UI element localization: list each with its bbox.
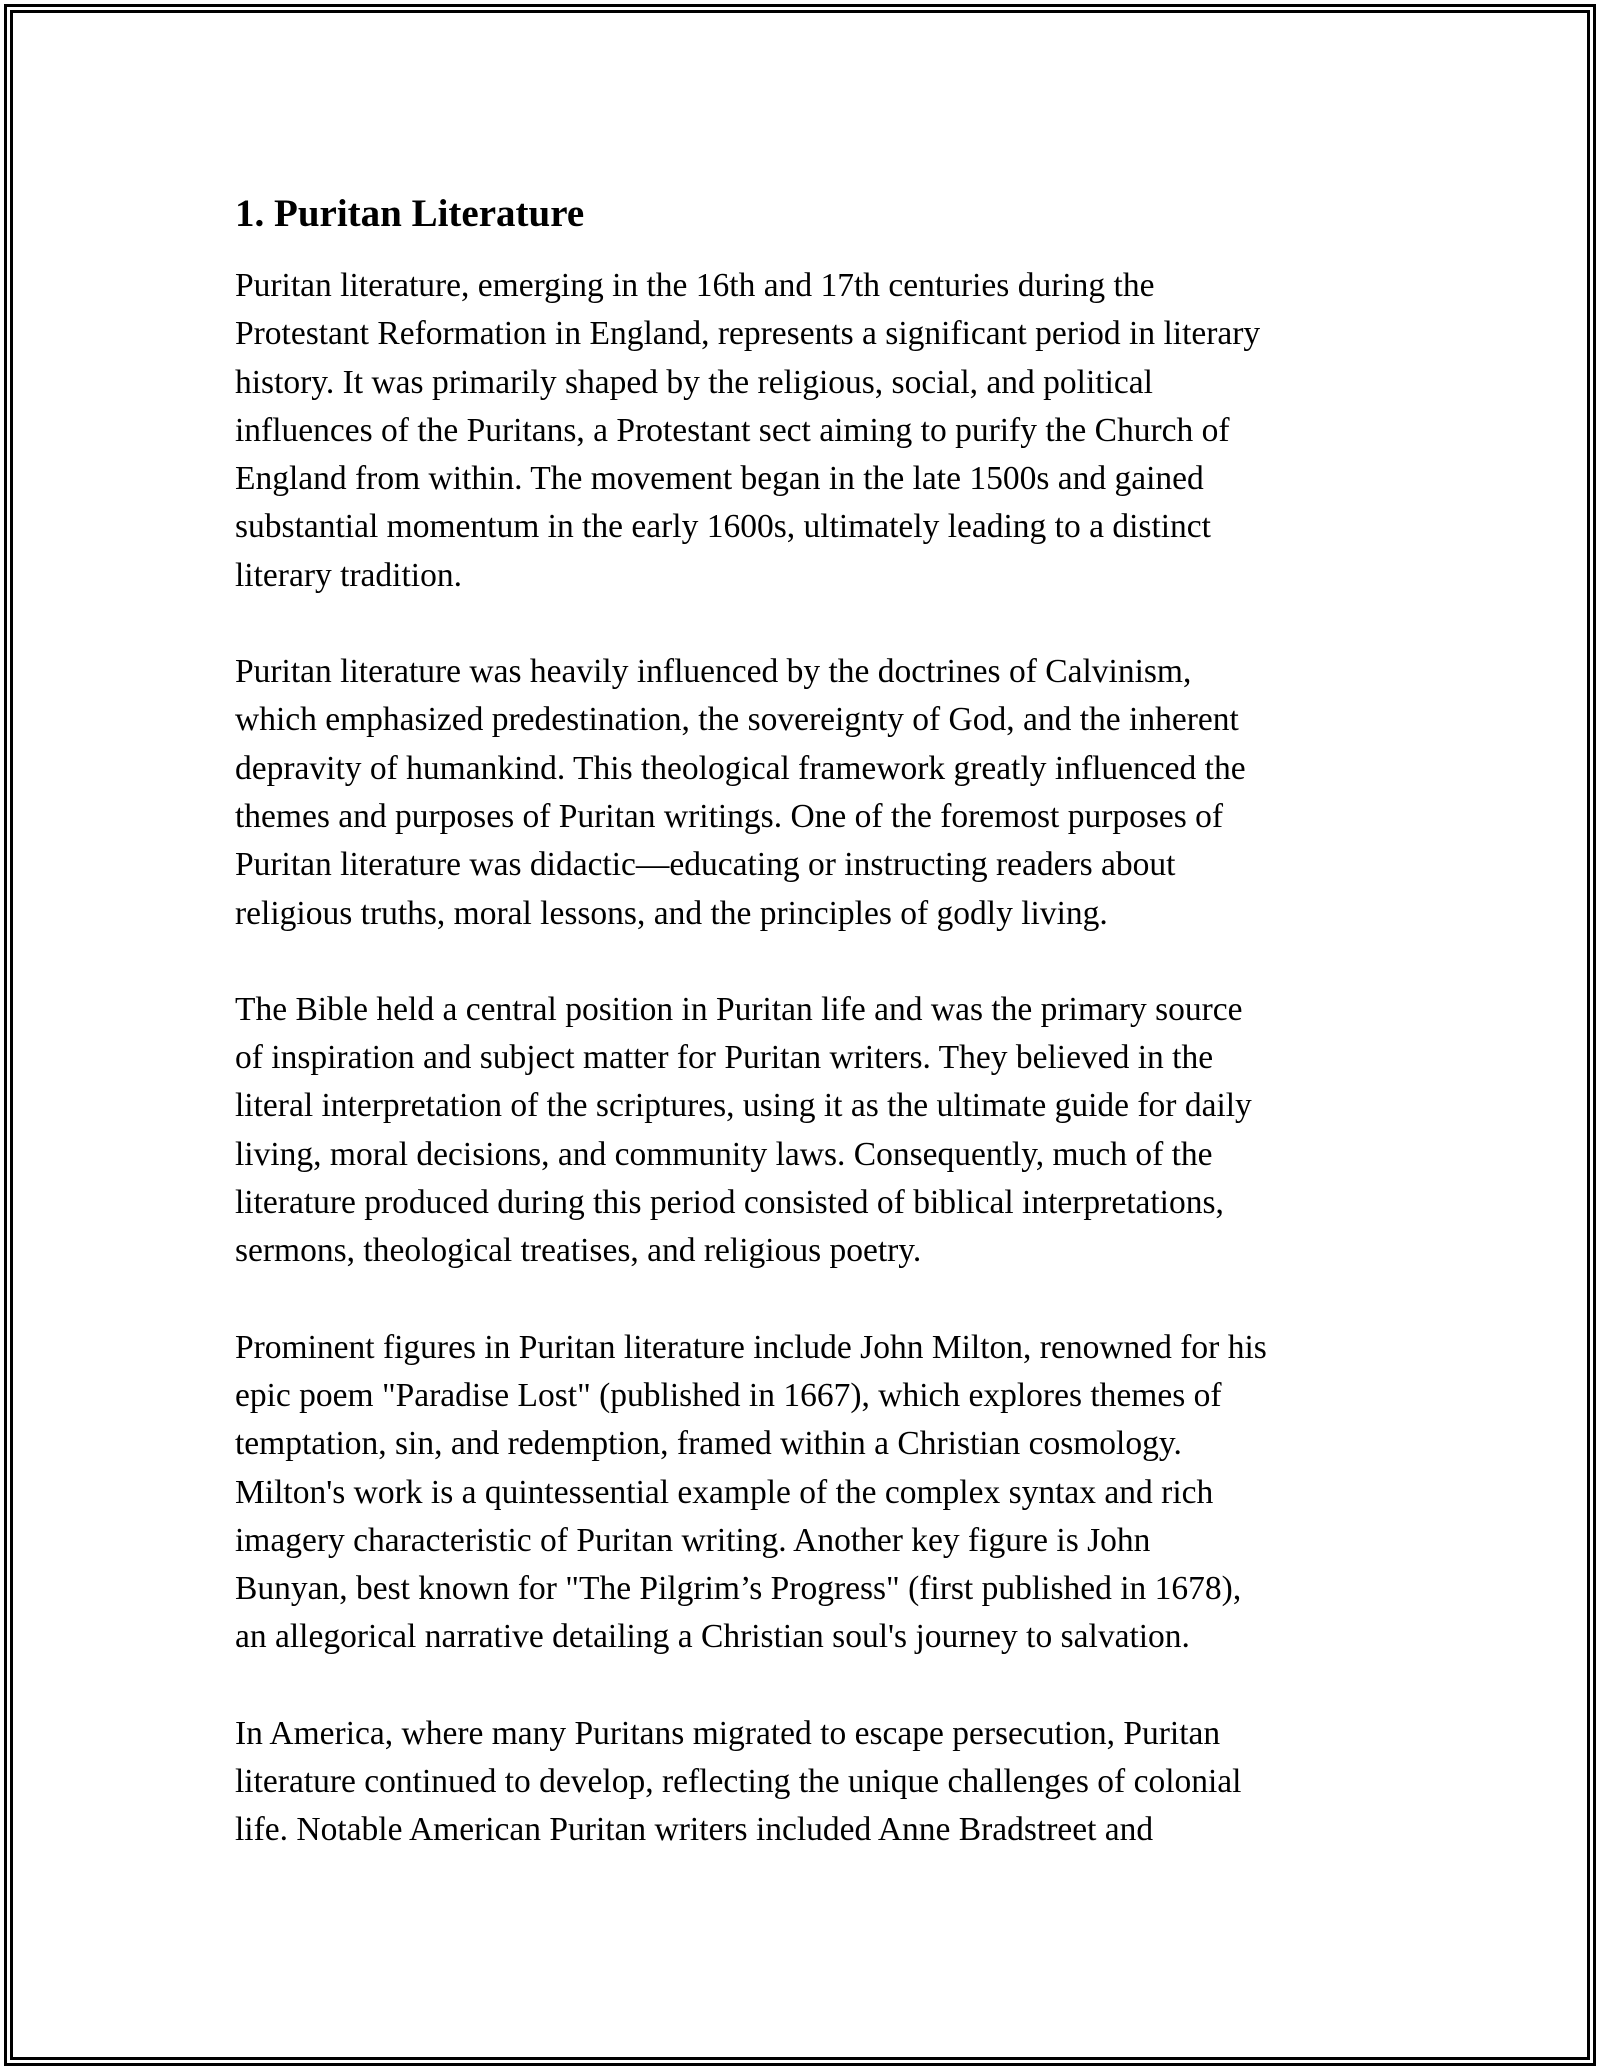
paragraph-bible (235, 986, 1375, 1276)
text-line: Milton's work is a quintessential example of the complex syntax and rich (235, 1473, 1214, 1511)
document-body (235, 188, 1375, 1903)
text-line: literary tradition. (235, 556, 462, 594)
text-line: The Bible held a central position in Puritan life and was the primary source (235, 990, 1243, 1028)
text-line: imagery characteristic of Puritan writing. Another key figure is John (235, 1521, 1151, 1559)
text-line: literature produced during this period consisted of biblical interpretations, (235, 1184, 1224, 1222)
text-line: Prominent figures in Puritan literature include John Milton, renowned for his (235, 1328, 1267, 1366)
paragraph-figures (235, 1324, 1375, 1662)
text-line: Puritan literature was didactic—educating or instructing readers about (235, 846, 1176, 884)
text-line: Puritan literature, emerging in the 16th and 17th centuries during the (235, 267, 1155, 304)
text-line: life. Notable American Puritan writers included Anne Bradstreet and (235, 1811, 1154, 1849)
section-heading: 1. Puritan Literature (235, 192, 585, 235)
text-line: an allegorical narrative detailing a Christian soul's journey to salvation. (235, 1618, 1190, 1656)
text-line: sermons, theological treatises, and religious poetry. (235, 1232, 922, 1270)
text-line: religious truths, moral lessons, and the principles of godly living. (235, 894, 1108, 932)
text-line: Puritan literature was heavily influenced by the doctrines of Calvinism, (235, 653, 1192, 691)
text-line: epic poem "Paradise Lost" (published in 1667), which explores themes of (235, 1376, 1222, 1414)
text-line: literal interpretation of the scriptures, using it as the ultimate guide for daily (235, 1087, 1252, 1125)
text-line: temptation, sin, and redemption, framed within a Christian cosmology. (235, 1425, 1182, 1463)
text-line: which emphasized predestination, the sovereignty of God, and the inherent (235, 701, 1239, 739)
text-line: Protestant Reformation in England, represents a significant period in literary (235, 315, 1261, 353)
text-line: In America, where many Puritans migrated to escape persecution, Puritan (235, 1714, 1221, 1752)
text-line: literature continued to develop, reflecting the unique challenges of colonial (235, 1763, 1242, 1801)
text-line: England from within. The movement began in the late 1500s and gained (235, 460, 1204, 498)
text-line: influences of the Puritans, a Protestant sect aiming to purify the Church of (235, 411, 1230, 449)
paragraph-america (235, 1710, 1375, 1855)
text-line: themes and purposes of Puritan writings. One of the foremost purposes of (235, 797, 1224, 835)
text-line: living, moral decisions, and community laws. Consequently, much of the (235, 1135, 1213, 1173)
text-line: Bunyan, best known for "The Pilgrim’s Progress" (first published in 1678), (235, 1570, 1242, 1608)
paragraph-origins (235, 262, 1375, 600)
text-line: substantial momentum in the early 1600s, ultimately leading to a distinct (235, 508, 1211, 546)
paragraph-calvinism (235, 648, 1375, 938)
text-line: of inspiration and subject matter for Puritan writers. They believed in the (235, 1039, 1214, 1077)
text-line: depravity of humankind. This theological framework greatly influenced the (235, 749, 1246, 787)
text-line: history. It was primarily shaped by the religious, social, and political (235, 363, 1153, 401)
